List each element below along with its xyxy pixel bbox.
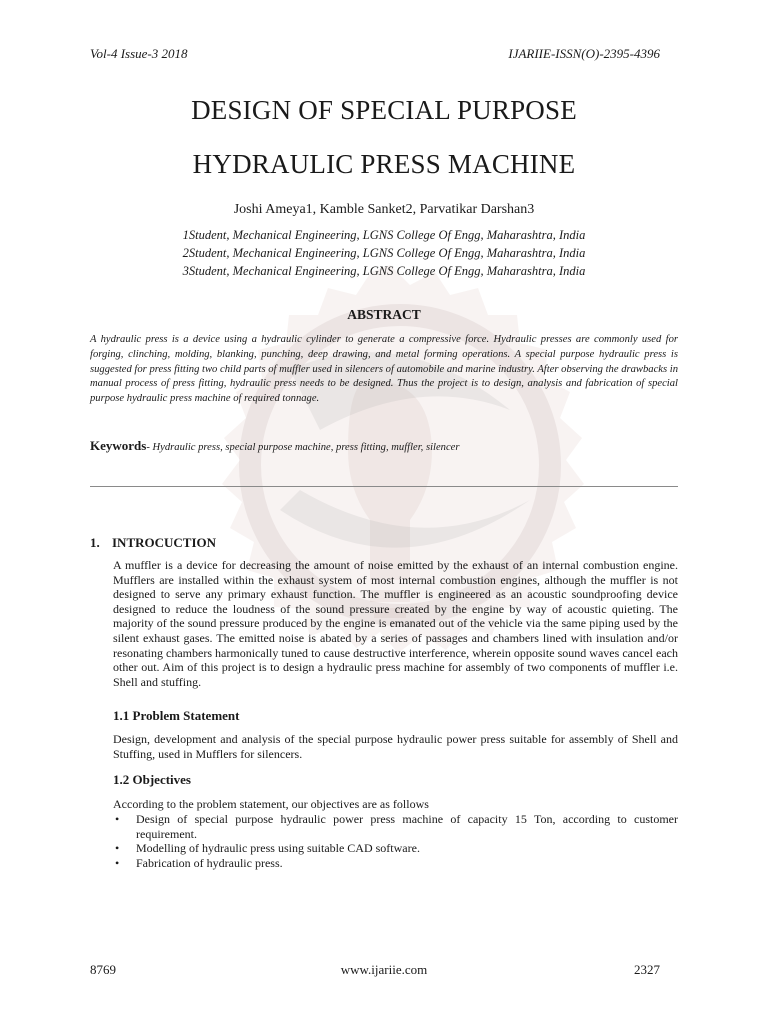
paper-title-line-1: DESIGN OF SPECIAL PURPOSE [191, 95, 577, 125]
affiliation-3: 3Student, Mechanical Engineering, LGNS College Of Engg, Maharashtra, India [182, 264, 586, 278]
section-heading-introduction [90, 535, 216, 551]
subsection-heading-objectives: 1.2 Objectives [113, 772, 191, 787]
abstract-body: A hydraulic press is a device using a hydraulic cylinder to generate a compressive force. Hydraulic presses are commonly used for forging, clinching, molding, blanking, punching, deep drawing, and metal forming operations. A special purpose hydraulic press is suggested for press fitting two child parts of muffler used in silencers of automobile and marine industry. After observing the drawbacks in manual process of press fitting, hydraulic press needs to be designed. Thus the project is to design, analysis and fabrication of special purpose hydraulic press machine of required tonnage. [90, 334, 678, 405]
section-divider [90, 486, 678, 487]
list-item-text: Modelling of hydraulic press using suitable CAD software. [136, 841, 420, 856]
journal-volume: Vol-4 Issue-3 2018 [90, 46, 188, 61]
bullet-icon: • [115, 812, 120, 826]
list-item [113, 841, 678, 856]
affiliations [0, 226, 768, 280]
problem-statement-paragraph: Design, development and analysis of the special purpose hydraulic power press suitable for assembly of Shell and Stuffing, used in Mufflers for silencers. [113, 732, 678, 761]
footer-page-number: 2327 [634, 962, 660, 977]
keywords [90, 438, 678, 454]
list-item-text: Fabrication of hydraulic press. [136, 855, 283, 870]
section-number: 1. [90, 535, 100, 550]
author-list: Joshi Ameya1, Kamble Sanket2, Parvatikar Darshan3 [233, 202, 535, 217]
objectives-list [113, 812, 678, 870]
affiliation-2: 2Student, Mechanical Engineering, LGNS College Of Engg, Maharashtra, India [182, 246, 586, 260]
keywords-label: Keywords [90, 438, 147, 453]
list-item [113, 856, 678, 871]
subsection-heading-problem-statement: 1.1 Problem Statement [113, 708, 240, 723]
introduction-paragraph: A muffler is a device for decreasing the amount of noise emitted by the exhaust of an internal combustion engine. Mufflers are installed within the exhaust system of most internal combustion engines, although the muffler is not designed to serve any primary exhaust function. The muffler is engineered as an acoustic soundproofing device designed to reduce the loudness of the sound pressure created by the engine by way of acoustic quieting. The majority of the sound pressure produced by the engine is emanated out of the vehicle via the same piping used by the silent exhaust gases. The emitted noise is abated by a series of passages and chambers lined with insulation and/or resonating chambers harmonically tuned to cause destructive interference, wherein opposite sound waves cancel each other out. Aim of this project is to design a hydraulic press machine for assembly of two components of muffler i.e. Shell and stuffing. [113, 558, 678, 689]
section-title: INTROCUCTION [112, 535, 217, 550]
footer-website-link[interactable]: www.ijariie.com [340, 962, 428, 977]
affiliation-1: 1Student, Mechanical Engineering, LGNS College Of Engg, Maharashtra, India [182, 228, 586, 242]
objectives-intro: According to the problem statement, our objectives are as follows [113, 797, 429, 811]
keywords-text: - Hydraulic press, special purpose machine, press fitting, muffler, silencer [146, 442, 460, 453]
paper-title-line-2: HYDRAULIC PRESS MACHINE [192, 149, 576, 179]
list-item [113, 812, 678, 841]
footer-paper-id: 8769 [90, 962, 116, 977]
list-item-text: Design of special purpose hydraulic power press machine of capacity 15 Ton, according to customer requirement. [136, 812, 678, 841]
abstract-heading: ABSTRACT [347, 307, 421, 322]
journal-issn: IJARIIE-ISSN(O)-2395-4396 [508, 46, 660, 61]
bullet-icon: • [115, 855, 120, 870]
bullet-icon: • [115, 841, 120, 856]
